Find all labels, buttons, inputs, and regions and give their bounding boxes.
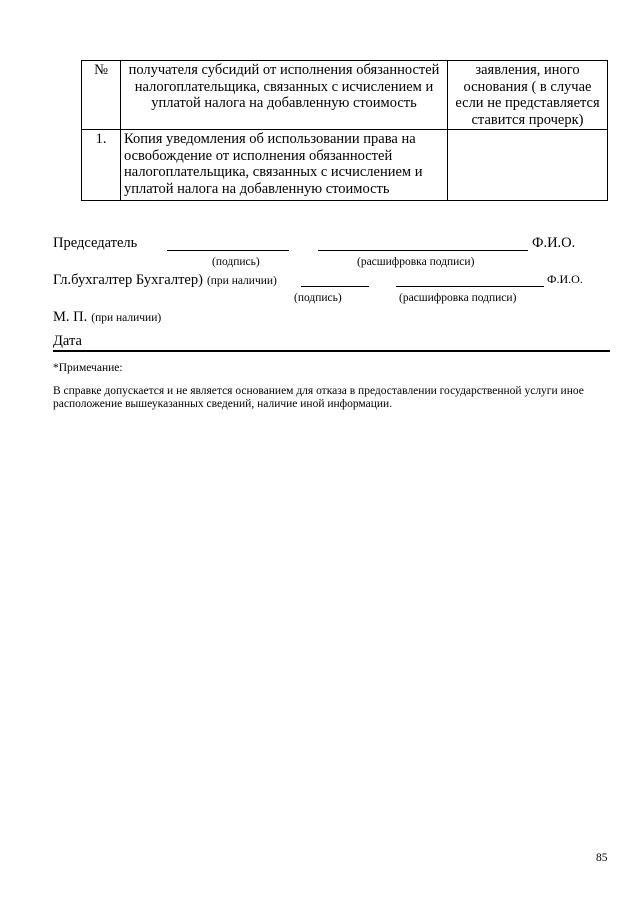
accountant-decoding-caption: (расшифровка подписи) — [399, 292, 517, 304]
note-title: *Примечание: — [53, 362, 123, 374]
header-number-cell: № — [82, 61, 121, 130]
accountant-signature-caption: (подпись) — [294, 292, 342, 304]
accountant-label: Гл.бухгалтер Бухгалтер) — [53, 272, 203, 288]
note-text-line-1: В справке допускается и не является основанием для отказа в предоставлении государственной услуги иное — [53, 385, 584, 397]
chairman-fio-label: Ф.И.О. — [532, 235, 576, 251]
chairman-signature-caption: (подпись) — [212, 256, 260, 268]
chairman-decoding-line — [318, 250, 528, 251]
table-header-row — [82, 61, 608, 130]
header-description-cell: получателя субсидий от исполнения обязанностей налогоплательщика, связанных с исчислением и уплатой налога на добавленную стоимость — [121, 61, 448, 130]
accountant-decoding-line — [396, 286, 544, 287]
accountant-note: (при наличии) — [206, 275, 277, 287]
row-number-cell: 1. — [82, 130, 121, 201]
accountant-label-group — [53, 271, 277, 289]
date-line — [53, 350, 610, 352]
note-text-line-2: расположение вышеуказанных сведений, наличие иной информации. — [53, 398, 393, 410]
page-number: 85 — [596, 852, 608, 864]
row-note-cell — [448, 130, 608, 201]
header-note-cell: заявления, иного основания ( в случае если не представляется ставится прочерк) — [448, 61, 608, 130]
table-row — [82, 130, 608, 201]
accountant-signature-line — [301, 286, 369, 287]
chairman-decoding-caption: (расшифровка подписи) — [357, 256, 475, 268]
row-description-cell: Копия уведомления об использовании права на освобождение от исполнения обязанностей налогоплательщика, связанных с исчислением и уплатой налога на добавленную стоимость — [121, 130, 448, 201]
stamp-label: М. П. — [53, 309, 88, 325]
accountant-fio-label: Ф.И.О. — [547, 272, 583, 286]
chairman-signature-line — [167, 250, 289, 251]
stamp-note: (при наличии) — [91, 312, 162, 324]
stamp-label-group — [53, 308, 161, 326]
chairman-label: Председатель — [53, 235, 138, 251]
data-table — [81, 60, 608, 201]
date-label: Дата — [53, 333, 82, 349]
